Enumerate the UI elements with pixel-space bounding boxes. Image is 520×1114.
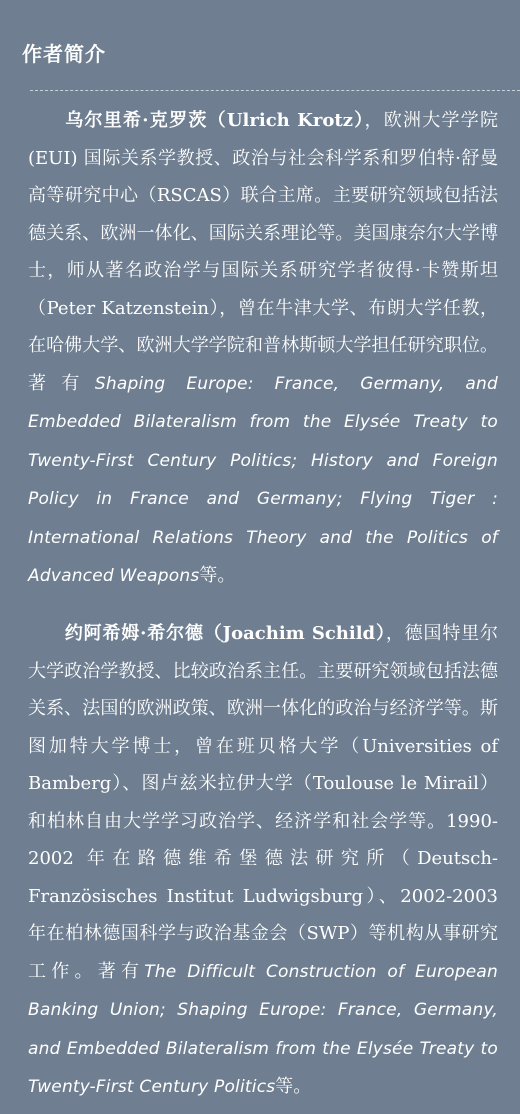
author-bio-schild <box>28 615 498 1107</box>
author-name: 约阿希姆·希尔德（Joachim Schild） <box>64 623 386 644</box>
author-works-titles: Shaping Europe: France, Germany, and Embedded Bilateralism from the Elysée Treaty to Twenty-First Century Politics; History and Foreign Policy in France and Germany; Flying Tiger : International Relations Theory and the Politics of Advanced Weapons <box>28 373 498 586</box>
author-bio-text: ，欧洲大学学院 (EUI) 国际关系学教授、政治与社会科学系和罗伯特·舒曼高等研究中心（RSCAS）联合主席。主要研究领域包括法德关系、欧洲一体化、国际关系理论等。美国康奈尔大学博士，师从著名政治学与国际关系研究学者彼得·卡赞斯坦（Peter Katzenstein），曾在牛津大学、布朗大学任教，在哈佛大学、欧洲大学学院和普林斯顿大学担任研究职位。著有 <box>28 110 498 394</box>
author-bio-text-end: 等。 <box>275 1076 312 1097</box>
author-bio-text-end: 等。 <box>199 565 236 586</box>
author-bio-krotz <box>28 102 498 596</box>
section-divider <box>30 90 520 91</box>
author-works-titles: The Difficult Construction of European Banking Union; Shaping Europe: France, Germany, and Embedded Bilateralism from the Elysée Treaty to Twenty-First Century Politics <box>28 961 499 1097</box>
author-bio-text: ，德国特里尔大学政治学教授、比较政治系主任。主要研究领域包括法德关系、法国的欧洲政策、欧洲一体化的政治与经济学等。斯图加特大学博士，曾在班贝格大学（Universities of Bamberg）、图卢兹米拉伊大学（Toulouse le Mirail）和柏林自由大学学习政治学、经济学和社会学等。1990-2002 年在路德维希堡德法研究所（Deutsch-Französisches Institut Ludwigsburg）、2002-2003 年在柏林德国科学与政治基金会（SWP）等机构从事研究工作。著有 <box>28 623 498 982</box>
author-bio-paragraph <box>28 102 498 596</box>
author-name: 乌尔里希·克罗茨（Ulrich Krotz） <box>64 110 365 131</box>
section-heading: 作者简介 <box>22 42 106 66</box>
author-bio-paragraph <box>28 615 498 1107</box>
